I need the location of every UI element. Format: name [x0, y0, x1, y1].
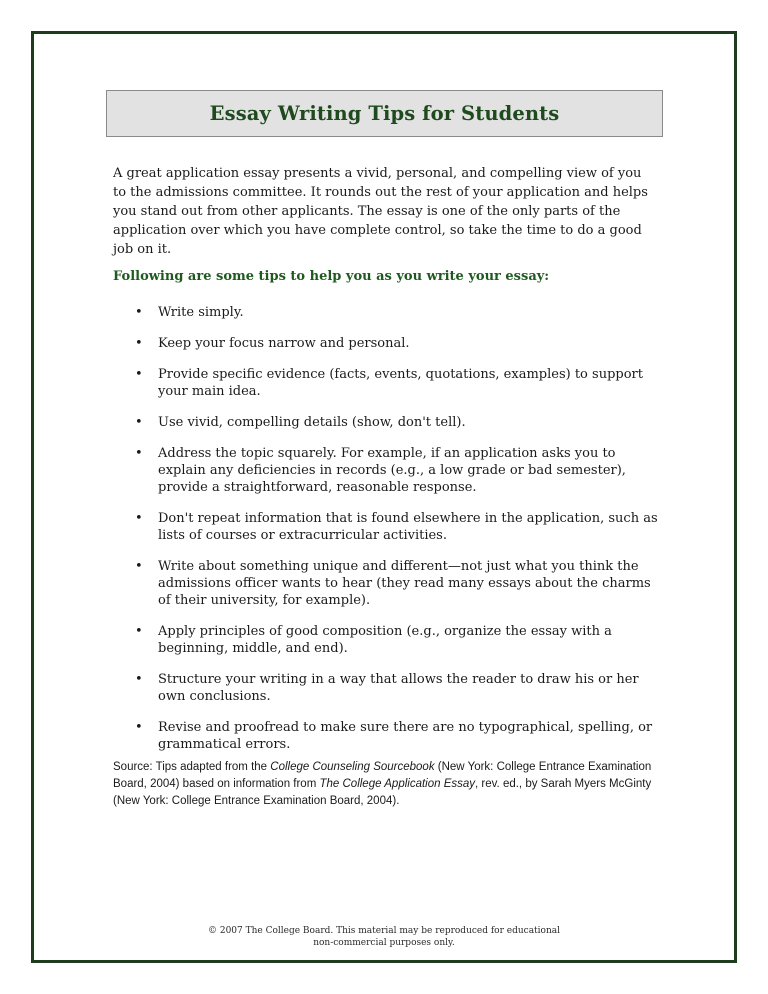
source-book-title-2: The College Application Essay [319, 778, 476, 790]
tip-text: Address the topic squarely. For example, if an application asks you to explain any deficiencies in records (e.g., a low grade or bad semester), provide a straightforward, reasonable response. [158, 446, 626, 495]
bullet-icon: • [135, 415, 143, 430]
tip-text: Structure your writing in a way that allows the reader to draw his or her own conclusions. [158, 672, 639, 704]
list-item [113, 445, 658, 496]
tip-text: Don't repeat information that is found elsewhere in the application, such as lists of courses or extracurricular activities. [158, 511, 658, 543]
tip-text: Use vivid, compelling details (show, don't tell). [158, 415, 466, 430]
bullet-icon: • [135, 720, 143, 735]
source-middle: (New York: College Entrance Examination Board, 2004) based on information from [113, 761, 652, 790]
tip-text: Keep your focus narrow and personal. [158, 336, 410, 351]
list-item [113, 510, 658, 544]
list-item [113, 671, 658, 705]
bullet-icon: • [135, 367, 143, 382]
bullet-icon: • [135, 305, 143, 320]
list-item [113, 304, 658, 321]
source-suffix: , rev. ed., by Sarah Myers McGinty (New York: College Entrance Examination Board, 2004). [113, 778, 652, 807]
list-item [113, 414, 658, 431]
list-item [113, 623, 658, 657]
tip-text: Write about something unique and different—not just what you think the admissions officer wants to hear (they read many essays about the charms of their university, for example). [158, 559, 651, 608]
title-box [106, 90, 663, 137]
tips-list [113, 304, 658, 767]
bullet-icon: • [135, 559, 143, 574]
bullet-icon: • [135, 446, 143, 461]
copyright-footer [184, 925, 584, 949]
source-book-title-1: College Counseling Sourcebook [270, 761, 435, 773]
list-item [113, 366, 658, 400]
bullet-icon: • [135, 511, 143, 526]
source-prefix: Source: Tips adapted from the [113, 761, 271, 773]
list-item [113, 335, 658, 352]
footer-line-2: non-commercial purposes only. [313, 938, 455, 948]
tips-heading: Following are some tips to help you as you write your essay: [113, 269, 550, 284]
list-item [113, 719, 658, 753]
footer-line-1: © 2007 The College Board. This material may be reproduced for educational [207, 926, 561, 936]
intro-paragraph: A great application essay presents a vivid, personal, and compelling view of you to the admissions committee. It rounds out the rest of your application and helps you stand out from other applicants. The essay is one of the only parts of the application over which you have complete control, so take the time to do a good job on it. [113, 166, 648, 257]
bullet-icon: • [135, 672, 143, 687]
list-item [113, 558, 658, 609]
tip-text: Write simply. [158, 305, 244, 320]
bullet-icon: • [135, 624, 143, 639]
bullet-icon: • [135, 336, 143, 351]
source-citation [113, 759, 663, 810]
tip-text: Provide specific evidence (facts, events, quotations, examples) to support your main idea. [158, 367, 643, 399]
tip-text: Apply principles of good composition (e.g., organize the essay with a beginning, middle, and end). [158, 624, 612, 656]
page-title: Essay Writing Tips for Students [209, 102, 560, 125]
tip-text: Revise and proofread to make sure there are no typographical, spelling, or grammatical errors. [158, 720, 653, 752]
